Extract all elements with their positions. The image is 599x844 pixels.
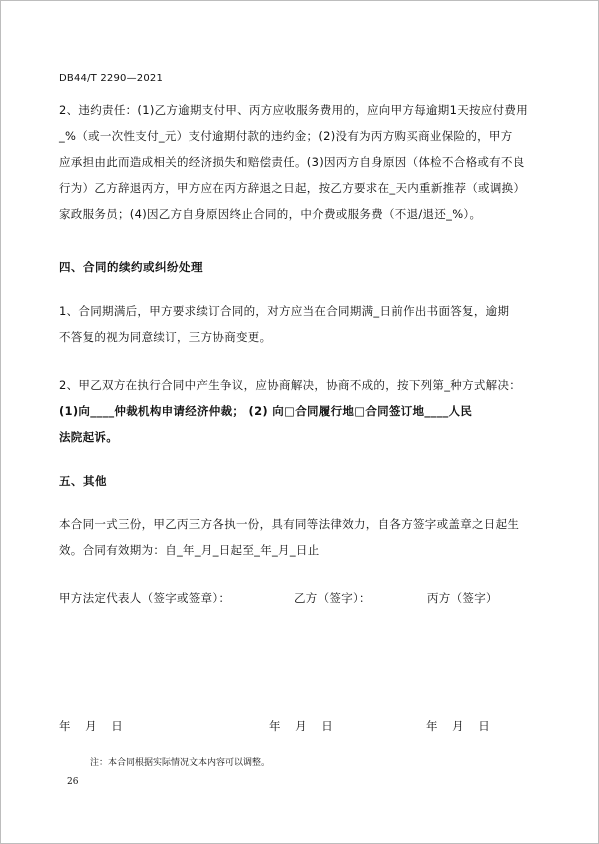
section-4-heading: 四、合同的续约或纠纷处理 xyxy=(59,260,203,274)
page-number: 26 xyxy=(67,777,79,787)
party-a-signature-label: 甲方法定代表人（签字或签章）： xyxy=(59,591,231,605)
liability-line: _%（或一次性支付_元）支付逾期付款的违约金；(2)没有为丙方购买商业保险的，甲方 xyxy=(59,129,513,143)
liability-clause xyxy=(59,97,533,227)
renewal-line: 不答复的视为同意续订，三方协商变更。 xyxy=(59,330,272,344)
party-c-date: 年 月 日 xyxy=(426,719,490,733)
other-line: 效。合同有效期为：自_年_月_日起至_年_月_日止 xyxy=(59,543,320,557)
party-a-date: 年 月 日 xyxy=(59,719,123,733)
dispute-clause xyxy=(59,372,533,450)
liability-line: 行为）乙方辞退丙方，甲方应在丙方辞退之日起，按乙方要求在_天内重新推荐（或调换） xyxy=(59,181,526,195)
liability-line: 2、违约责任：(1)乙方逾期支付甲、丙方应收服务费用的，应向甲方每逾期1天按应付费用 xyxy=(59,103,529,117)
party-c-signature-label: 丙方（签字） xyxy=(427,591,498,605)
party-b-signature-label: 乙方（签字）： xyxy=(294,591,371,605)
party-b-date: 年 月 日 xyxy=(269,719,333,733)
liability-line: 应承担由此而造成相关的经济损失和赔偿责任。(3)因丙方自身原因（体检不合格或有不良 xyxy=(59,155,525,169)
footnote: 注：本合同根据实际情况文本内容可以调整。 xyxy=(90,758,271,768)
dispute-intro: 2、甲乙双方在执行合同中产生争议，应协商解决，协商不成的，按下列第_种方式解决： xyxy=(59,378,522,392)
other-line: 本合同一式三份，甲乙丙三方各执一份，具有同等法律效力，自各方签字或盖章之日起生 xyxy=(59,517,520,531)
section-5-heading: 五、其他 xyxy=(59,474,107,488)
other-clause xyxy=(59,511,533,563)
standard-code: DB44/T 2290—2021 xyxy=(59,73,164,84)
renewal-line: 1、合同期满后，甲方要求续订合同的，对方应当在合同期满_日前作出书面答复，逾期 xyxy=(59,304,510,318)
liability-line: 家政服务员；(4)因乙方自身原因终止合同的，中介费或服务费（不退/退还_%）。 xyxy=(59,207,482,221)
renewal-clause xyxy=(59,298,533,350)
dispute-option-line: (1)向____仲裁机构申请经济仲裁； (2) 向□合同履行地□合同签订地____人民 xyxy=(59,404,473,418)
dispute-option-line: 法院起诉。 xyxy=(59,430,118,444)
